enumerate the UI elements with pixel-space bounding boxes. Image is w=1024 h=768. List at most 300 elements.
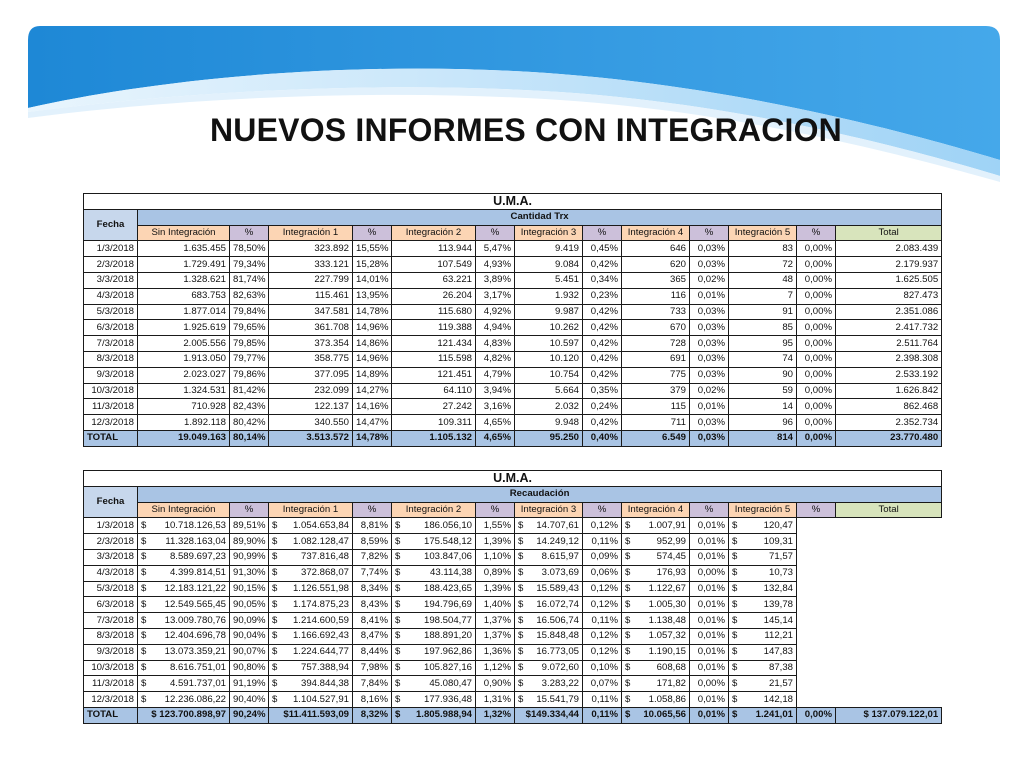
amount: 574,45	[656, 551, 686, 563]
value-cell: 365	[622, 272, 690, 288]
value-cell: 10.262	[515, 320, 583, 336]
date-cell: 8/3/2018	[84, 351, 138, 367]
table-row	[84, 320, 942, 336]
currency-symbol: $	[272, 614, 278, 626]
percent-cell: 1,10%	[476, 549, 515, 565]
amount: 71,57	[768, 551, 793, 563]
amount: 120,47	[763, 519, 793, 531]
total-row	[84, 430, 942, 446]
amount: 608,68	[656, 661, 686, 673]
money-cell	[622, 581, 690, 597]
value-cell: 0,00%	[797, 367, 836, 383]
total-cell	[622, 707, 690, 723]
currency-symbol: $	[625, 630, 631, 642]
total-cell: 0,11%	[583, 707, 622, 723]
currency-symbol: $	[732, 630, 738, 642]
value-cell: 4,92%	[476, 304, 515, 320]
value-cell: 9.084	[515, 257, 583, 273]
percent-cell: 0,01%	[690, 581, 729, 597]
value-cell: 0,42%	[583, 336, 622, 352]
date-cell: 7/3/2018	[84, 613, 138, 629]
value-cell: 0,03%	[690, 320, 729, 336]
money-cell	[729, 581, 797, 597]
percent-cell: 8,44%	[353, 644, 392, 660]
value-cell: 14,16%	[353, 399, 392, 415]
currency-symbol: $	[272, 551, 278, 563]
amount: 952,99	[656, 535, 686, 547]
value-cell: 90	[729, 367, 797, 383]
currency-symbol: $	[518, 535, 524, 547]
fecha-header: Fecha	[84, 209, 138, 241]
money-cell	[622, 644, 690, 660]
percent-cell: 0,10%	[583, 660, 622, 676]
money-cell	[622, 628, 690, 644]
currency-symbol: $	[732, 567, 738, 579]
money-cell	[269, 581, 353, 597]
percent-cell: 0,06%	[583, 565, 622, 581]
value-cell: 0,00%	[797, 241, 836, 257]
percent-cell: 0,01%	[690, 660, 729, 676]
amount: 198.504,77	[423, 614, 472, 626]
column-header: Integración 5	[729, 225, 797, 241]
table-row	[84, 581, 942, 597]
amount: 13.009.780,76	[164, 614, 226, 626]
amount: 1.241,01	[755, 709, 793, 721]
column-header: %	[690, 502, 729, 518]
date-cell: 10/3/2018	[84, 383, 138, 399]
currency-symbol: $	[625, 646, 631, 658]
currency-symbol: $	[732, 598, 738, 610]
value-cell: 0,42%	[583, 367, 622, 383]
money-cell	[622, 518, 690, 534]
percent-cell: 1,36%	[476, 644, 515, 660]
amount: 372.868,07	[300, 567, 349, 579]
percent-cell: 0,11%	[583, 692, 622, 708]
money-cell	[138, 644, 230, 660]
amount: 12.236.086,22	[164, 693, 226, 705]
recaudacion-table	[83, 470, 942, 724]
value-cell: 72	[729, 257, 797, 273]
total-cell: 0,00%	[797, 707, 836, 723]
value-cell: 96	[729, 415, 797, 431]
value-cell: 0,03%	[690, 351, 729, 367]
value-cell: 15,55%	[353, 241, 392, 257]
value-cell: 0,35%	[583, 383, 622, 399]
amount: 10,73	[768, 567, 793, 579]
percent-cell: 90,80%	[230, 660, 269, 676]
currency-symbol: $	[272, 598, 278, 610]
value-cell: 5.451	[515, 272, 583, 288]
amount: 8.615,97	[541, 551, 579, 563]
currency-symbol: $	[732, 646, 738, 658]
money-cell	[515, 581, 583, 597]
value-cell: 2.032	[515, 399, 583, 415]
value-cell: 113.944	[392, 241, 476, 257]
money-cell	[269, 660, 353, 676]
percent-cell: 0,12%	[583, 597, 622, 613]
percent-cell: 7,84%	[353, 676, 392, 692]
table-row	[84, 415, 942, 431]
value-cell: 79,85%	[230, 336, 269, 352]
value-cell: 2.179.937	[836, 257, 942, 273]
amount: 1.058,86	[648, 693, 686, 705]
value-cell: 14,27%	[353, 383, 392, 399]
value-cell: 0,03%	[690, 257, 729, 273]
amount: 12.549.565,45	[164, 598, 226, 610]
date-cell: 12/3/2018	[84, 692, 138, 708]
money-cell	[729, 660, 797, 676]
amount: 10.718.126,53	[164, 519, 226, 531]
amount: 394.844,38	[300, 677, 349, 689]
currency-symbol: $	[732, 693, 738, 705]
value-cell: 1.932	[515, 288, 583, 304]
table-row	[84, 272, 942, 288]
table-row	[84, 257, 942, 273]
value-cell: 0,42%	[583, 257, 622, 273]
value-cell: 14,86%	[353, 336, 392, 352]
value-cell: 121.451	[392, 367, 476, 383]
value-cell: 0,00%	[797, 320, 836, 336]
currency-symbol: $	[395, 646, 401, 658]
amount: 737.816,48	[300, 551, 349, 563]
money-cell	[392, 613, 476, 629]
value-cell: 0,42%	[583, 351, 622, 367]
total-cell: $11.411.593,09	[269, 707, 353, 723]
amount: 147,83	[763, 646, 793, 658]
value-cell: 1.877.014	[138, 304, 230, 320]
table-row	[84, 518, 942, 534]
total-cell: 95.250	[515, 430, 583, 446]
value-cell: 0,01%	[690, 399, 729, 415]
value-cell: 670	[622, 320, 690, 336]
amount: 1.126.551,98	[292, 582, 349, 594]
total-cell: 14,78%	[353, 430, 392, 446]
money-cell	[622, 534, 690, 550]
money-cell	[729, 644, 797, 660]
table-row	[84, 383, 942, 399]
value-cell: 3,89%	[476, 272, 515, 288]
money-cell	[138, 660, 230, 676]
amount: 1.805.988,94	[415, 709, 472, 721]
value-cell: 79,65%	[230, 320, 269, 336]
percent-cell: 0,12%	[583, 581, 622, 597]
total-cell: 90,24%	[230, 707, 269, 723]
value-cell: 0,42%	[583, 320, 622, 336]
percent-cell: 0,89%	[476, 565, 515, 581]
table-row	[84, 336, 942, 352]
money-cell	[269, 676, 353, 692]
total-cell: $ 123.700.898,97	[138, 707, 230, 723]
date-cell: 6/3/2018	[84, 597, 138, 613]
amount: 112,21	[764, 630, 793, 642]
currency-symbol: $	[518, 677, 524, 689]
table-row	[84, 534, 942, 550]
money-cell	[392, 565, 476, 581]
currency-symbol: $	[272, 567, 278, 579]
currency-symbol: $	[625, 677, 631, 689]
percent-cell: 0,12%	[583, 644, 622, 660]
amount: 145,14	[763, 614, 793, 626]
money-cell	[515, 692, 583, 708]
money-cell	[729, 676, 797, 692]
value-cell: 827.473	[836, 288, 942, 304]
value-cell: 0,00%	[797, 288, 836, 304]
amount: 188.891,20	[423, 630, 472, 642]
money-cell	[622, 692, 690, 708]
percent-cell: 8,34%	[353, 581, 392, 597]
money-cell	[269, 597, 353, 613]
date-cell: 3/3/2018	[84, 549, 138, 565]
value-cell: 83	[729, 241, 797, 257]
currency-symbol: $	[141, 582, 147, 594]
currency-symbol: $	[395, 551, 401, 563]
currency-symbol: $	[732, 709, 738, 721]
amount: 105.827,16	[423, 661, 472, 673]
percent-cell: 8,43%	[353, 597, 392, 613]
value-cell: 361.708	[269, 320, 353, 336]
percent-cell: 1,40%	[476, 597, 515, 613]
column-header: %	[797, 225, 836, 241]
money-cell	[269, 549, 353, 565]
slide-title: NUEVOS INFORMES CON INTEGRACION	[209, 112, 842, 148]
date-cell: 1/3/2018	[84, 241, 138, 257]
value-cell: 0,00%	[797, 304, 836, 320]
money-cell	[622, 549, 690, 565]
value-cell: 5.664	[515, 383, 583, 399]
percent-cell: 8,81%	[353, 518, 392, 534]
money-cell	[729, 613, 797, 629]
value-cell: 14,01%	[353, 272, 392, 288]
table-row	[84, 565, 942, 581]
table-row	[84, 628, 942, 644]
currency-symbol: $	[272, 630, 278, 642]
money-cell	[269, 628, 353, 644]
money-cell	[515, 518, 583, 534]
percent-cell: 0,11%	[583, 534, 622, 550]
amount: 4.591.737,01	[169, 677, 226, 689]
date-cell: 7/3/2018	[84, 336, 138, 352]
currency-symbol: $	[395, 535, 401, 547]
money-cell	[622, 597, 690, 613]
amount: 1.007,91	[648, 519, 686, 531]
column-header: Integración 4	[622, 225, 690, 241]
value-cell: 4,93%	[476, 257, 515, 273]
value-cell: 0,23%	[583, 288, 622, 304]
column-header: %	[476, 502, 515, 518]
date-cell: 11/3/2018	[84, 399, 138, 415]
amount: 1.214.600,59	[292, 614, 349, 626]
percent-cell: 90,07%	[230, 644, 269, 660]
value-cell: 358.775	[269, 351, 353, 367]
value-cell: 79,84%	[230, 304, 269, 320]
money-cell	[392, 676, 476, 692]
value-cell: 1.635.455	[138, 241, 230, 257]
value-cell: 115.680	[392, 304, 476, 320]
value-cell: 26.204	[392, 288, 476, 304]
date-cell: 2/3/2018	[84, 534, 138, 550]
value-cell: 85	[729, 320, 797, 336]
percent-cell: 7,74%	[353, 565, 392, 581]
value-cell: 0,45%	[583, 241, 622, 257]
value-cell: 232.099	[269, 383, 353, 399]
value-cell: 115.461	[269, 288, 353, 304]
currency-symbol: $	[518, 630, 524, 642]
value-cell: 79,77%	[230, 351, 269, 367]
percent-cell: 1,37%	[476, 613, 515, 629]
currency-symbol: $	[141, 677, 147, 689]
amount: 1.057,32	[648, 630, 686, 642]
money-cell	[269, 534, 353, 550]
table-row	[84, 660, 942, 676]
currency-symbol: $	[395, 661, 401, 673]
amount: 757.388,94	[300, 661, 349, 673]
value-cell: 119.388	[392, 320, 476, 336]
value-cell: 0,02%	[690, 272, 729, 288]
percent-cell: 91,30%	[230, 565, 269, 581]
column-header: Sin Integración	[138, 225, 230, 241]
percent-cell: 0,07%	[583, 676, 622, 692]
value-cell: 333.121	[269, 257, 353, 273]
table-row	[84, 676, 942, 692]
percent-cell: 0,00%	[690, 676, 729, 692]
money-cell	[729, 518, 797, 534]
value-cell: 121.434	[392, 336, 476, 352]
money-cell	[138, 581, 230, 597]
currency-symbol: $	[625, 661, 631, 673]
currency-symbol: $	[732, 582, 738, 594]
value-cell: 4,65%	[476, 415, 515, 431]
column-header: Total	[836, 225, 942, 241]
value-cell: 0,34%	[583, 272, 622, 288]
value-cell: 14,96%	[353, 351, 392, 367]
value-cell: 1.625.505	[836, 272, 942, 288]
total-cell: 1,32%	[476, 707, 515, 723]
value-cell: 1.328.621	[138, 272, 230, 288]
date-cell: 3/3/2018	[84, 272, 138, 288]
percent-cell: 0,11%	[583, 613, 622, 629]
percent-cell: 8,59%	[353, 534, 392, 550]
value-cell: 0,01%	[690, 288, 729, 304]
total-cell: 8,32%	[353, 707, 392, 723]
money-cell	[729, 628, 797, 644]
currency-symbol: $	[272, 677, 278, 689]
value-cell: 109.311	[392, 415, 476, 431]
currency-symbol: $	[141, 551, 147, 563]
value-cell: 1.892.118	[138, 415, 230, 431]
percent-cell: 0,01%	[690, 613, 729, 629]
currency-symbol: $	[518, 582, 524, 594]
table-row	[84, 304, 942, 320]
currency-symbol: $	[395, 677, 401, 689]
column-header: Integración 4	[622, 502, 690, 518]
amount: 16.773,05	[536, 646, 579, 658]
amount: 103.847,06	[423, 551, 472, 563]
column-header: %	[230, 225, 269, 241]
amount: 14.707,61	[536, 519, 579, 531]
table-title: U.M.A.	[84, 194, 942, 210]
header-wave-banner	[0, 0, 1024, 200]
total-cell: 3.513.572	[269, 430, 353, 446]
value-cell: 0,00%	[797, 415, 836, 431]
money-cell	[729, 534, 797, 550]
amount: 142,18	[763, 693, 793, 705]
amount: 1.224.644,77	[292, 646, 349, 658]
value-cell: 81,42%	[230, 383, 269, 399]
currency-symbol: $	[141, 614, 147, 626]
column-header: Sin Integración	[138, 502, 230, 518]
percent-cell: 0,01%	[690, 518, 729, 534]
value-cell: 9.987	[515, 304, 583, 320]
value-cell: 683.753	[138, 288, 230, 304]
value-cell: 620	[622, 257, 690, 273]
column-header: %	[353, 502, 392, 518]
total-cell	[392, 707, 476, 723]
currency-symbol: $	[625, 582, 631, 594]
value-cell: 59	[729, 383, 797, 399]
percent-cell: 0,00%	[690, 565, 729, 581]
currency-symbol: $	[732, 614, 738, 626]
money-cell	[138, 597, 230, 613]
value-cell: 0,24%	[583, 399, 622, 415]
percent-cell: 0,12%	[583, 628, 622, 644]
amount: 188.423,65	[423, 582, 472, 594]
value-cell: 82,63%	[230, 288, 269, 304]
date-cell: 8/3/2018	[84, 628, 138, 644]
money-cell	[515, 676, 583, 692]
table-row	[84, 351, 942, 367]
value-cell: 0,00%	[797, 383, 836, 399]
date-cell: 5/3/2018	[84, 304, 138, 320]
table-title: U.M.A.	[84, 471, 942, 487]
amount: 45.080,47	[429, 677, 472, 689]
amount: 1.174.875,23	[292, 598, 349, 610]
amount: 15.589,43	[536, 582, 579, 594]
value-cell: 373.354	[269, 336, 353, 352]
value-cell: 2.398.308	[836, 351, 942, 367]
value-cell: 48	[729, 272, 797, 288]
value-cell: 710.928	[138, 399, 230, 415]
amount: 15.541,79	[536, 693, 579, 705]
amount: 197.962,86	[423, 646, 472, 658]
value-cell: 3,94%	[476, 383, 515, 399]
value-cell: 10.754	[515, 367, 583, 383]
amount: 175.548,12	[423, 535, 472, 547]
total-cell: $149.334,44	[515, 707, 583, 723]
cantidad-trx-table	[83, 193, 942, 447]
value-cell: 711	[622, 415, 690, 431]
money-cell	[515, 613, 583, 629]
total-cell: 80,14%	[230, 430, 269, 446]
total-cell: 6.549	[622, 430, 690, 446]
money-cell	[392, 692, 476, 708]
value-cell: 0,03%	[690, 304, 729, 320]
currency-symbol: $	[625, 551, 631, 563]
value-cell: 1.324.531	[138, 383, 230, 399]
value-cell: 14,47%	[353, 415, 392, 431]
money-cell	[392, 581, 476, 597]
currency-symbol: $	[395, 582, 401, 594]
column-header: %	[583, 225, 622, 241]
money-cell	[729, 597, 797, 613]
value-cell: 4,79%	[476, 367, 515, 383]
amount: 186.056,10	[423, 519, 472, 531]
value-cell: 377.095	[269, 367, 353, 383]
currency-symbol: $	[272, 693, 278, 705]
total-label: TOTAL	[84, 707, 138, 723]
percent-cell: 0,90%	[476, 676, 515, 692]
column-header: %	[353, 225, 392, 241]
currency-symbol: $	[732, 661, 738, 673]
